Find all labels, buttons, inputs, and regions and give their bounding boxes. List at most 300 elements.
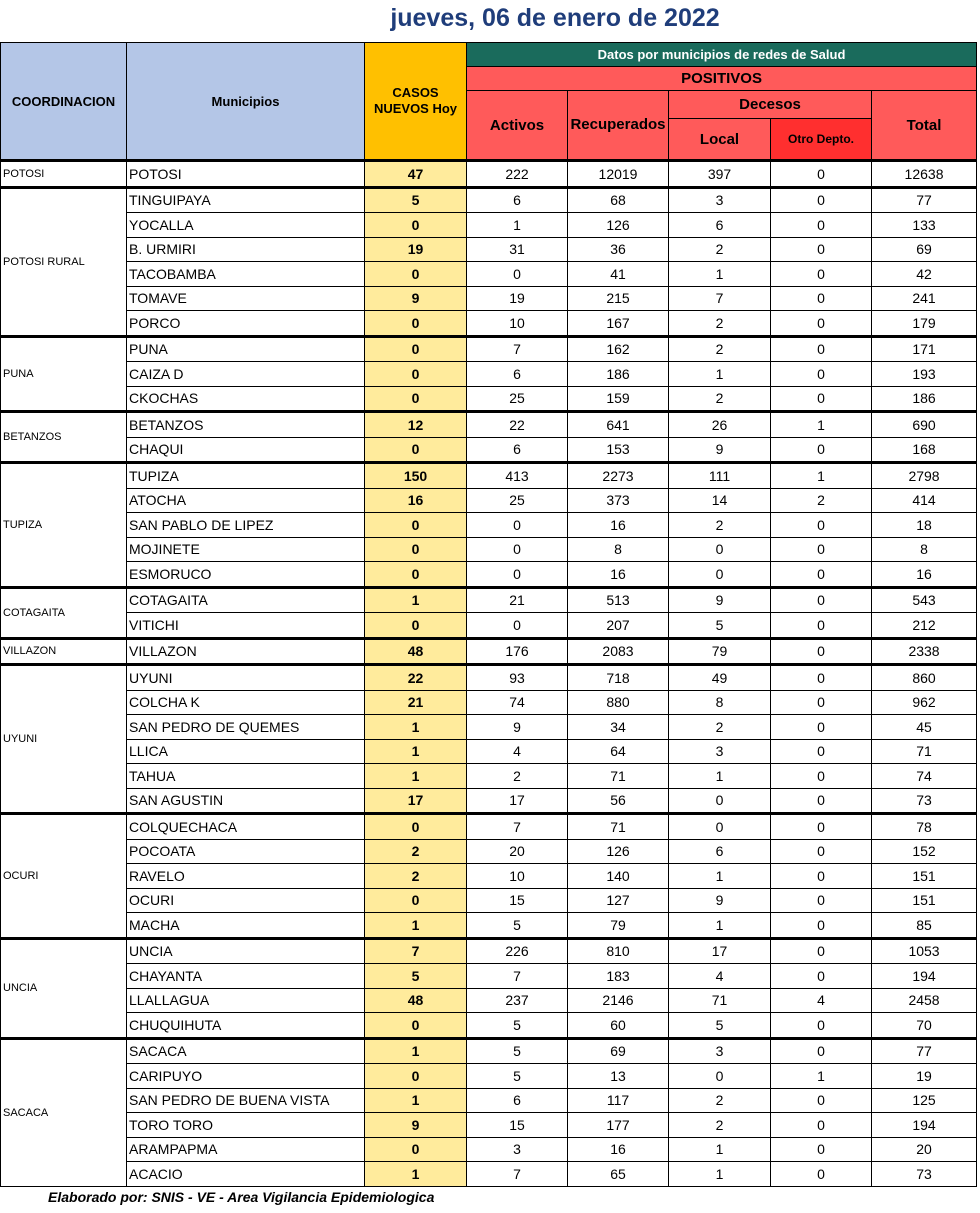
table-row xyxy=(1,739,977,764)
activos-cell: 3 xyxy=(467,1137,568,1162)
otro-depto-cell: 0 xyxy=(771,1088,872,1113)
local-cell: 2 xyxy=(669,237,771,262)
table-row xyxy=(1,587,977,613)
total-cell: 20 xyxy=(872,1137,977,1162)
local-cell: 1 xyxy=(669,1137,771,1162)
header-total: Total xyxy=(872,91,977,161)
local-cell: 3 xyxy=(669,187,771,213)
municipio-cell: SAN PEDRO DE QUEMES xyxy=(127,715,365,740)
activos-cell: 1 xyxy=(467,213,568,238)
covid-municipal-table xyxy=(0,42,977,1187)
recuperados-cell: 8 xyxy=(568,537,669,562)
recuperados-cell: 153 xyxy=(568,437,669,463)
total-cell: 16 xyxy=(872,562,977,588)
activos-cell: 0 xyxy=(467,513,568,538)
activos-cell: 5 xyxy=(467,1064,568,1089)
table-row xyxy=(1,562,977,588)
casos-nuevos-cell: 150 xyxy=(365,463,467,489)
municipio-cell: CKOCHAS xyxy=(127,386,365,412)
otro-depto-cell: 0 xyxy=(771,1162,872,1187)
casos-nuevos-cell: 47 xyxy=(365,161,467,188)
table-row xyxy=(1,1137,977,1162)
recuperados-cell: 373 xyxy=(568,488,669,513)
otro-depto-cell: 0 xyxy=(771,839,872,864)
local-cell: 1 xyxy=(669,764,771,789)
total-cell: 151 xyxy=(872,864,977,889)
casos-nuevos-cell: 0 xyxy=(365,513,467,538)
local-cell: 5 xyxy=(669,1013,771,1039)
recuperados-cell: 167 xyxy=(568,311,669,337)
local-cell: 2 xyxy=(669,311,771,337)
activos-cell: 7 xyxy=(467,1162,568,1187)
casos-nuevos-cell: 9 xyxy=(365,286,467,311)
header-recuperados: Recuperados xyxy=(568,91,669,161)
otro-depto-cell: 1 xyxy=(771,412,872,438)
otro-depto-cell: 0 xyxy=(771,1137,872,1162)
otro-depto-cell: 0 xyxy=(771,788,872,814)
casos-nuevos-cell: 0 xyxy=(365,613,467,639)
municipio-cell: CHAQUI xyxy=(127,437,365,463)
municipio-cell: B. URMIRI xyxy=(127,237,365,262)
otro-depto-cell: 2 xyxy=(771,488,872,513)
total-cell: 12638 xyxy=(872,161,977,188)
activos-cell: 6 xyxy=(467,187,568,213)
table-row xyxy=(1,1162,977,1187)
recuperados-cell: 16 xyxy=(568,513,669,538)
total-cell: 543 xyxy=(872,587,977,613)
coordinacion-cell: UYUNI xyxy=(1,665,127,814)
otro-depto-cell: 0 xyxy=(771,161,872,188)
coordinacion-cell: VILLAZON xyxy=(1,638,127,665)
total-cell: 1053 xyxy=(872,938,977,964)
municipio-cell: BETANZOS xyxy=(127,412,365,438)
activos-cell: 9 xyxy=(467,715,568,740)
otro-depto-cell: 0 xyxy=(771,587,872,613)
municipio-cell: VILLAZON xyxy=(127,638,365,665)
total-cell: 19 xyxy=(872,1064,977,1089)
local-cell: 0 xyxy=(669,562,771,588)
municipio-cell: COLCHA K xyxy=(127,690,365,715)
table-row xyxy=(1,311,977,337)
recuperados-cell: 513 xyxy=(568,587,669,613)
local-cell: 2 xyxy=(669,715,771,740)
casos-nuevos-cell: 0 xyxy=(365,1137,467,1162)
activos-cell: 5 xyxy=(467,1013,568,1039)
coordinacion-cell: UNCIA xyxy=(1,938,127,1038)
activos-cell: 4 xyxy=(467,739,568,764)
total-cell: 194 xyxy=(872,964,977,989)
table-row xyxy=(1,237,977,262)
total-cell: 860 xyxy=(872,665,977,691)
casos-nuevos-cell: 1 xyxy=(365,1088,467,1113)
casos-nuevos-cell: 0 xyxy=(365,362,467,387)
recuperados-cell: 140 xyxy=(568,864,669,889)
otro-depto-cell: 0 xyxy=(771,665,872,691)
recuperados-cell: 718 xyxy=(568,665,669,691)
local-cell: 3 xyxy=(669,1038,771,1064)
municipio-cell: ARAMPAPMA xyxy=(127,1137,365,1162)
local-cell: 2 xyxy=(669,336,771,362)
header-local: Local xyxy=(669,119,771,161)
table-row xyxy=(1,764,977,789)
recuperados-cell: 2146 xyxy=(568,988,669,1013)
total-cell: 962 xyxy=(872,690,977,715)
header-decesos: Decesos xyxy=(669,91,872,119)
casos-nuevos-cell: 19 xyxy=(365,237,467,262)
otro-depto-cell: 0 xyxy=(771,187,872,213)
total-cell: 186 xyxy=(872,386,977,412)
activos-cell: 0 xyxy=(467,562,568,588)
activos-cell: 237 xyxy=(467,988,568,1013)
table-row xyxy=(1,336,977,362)
recuperados-cell: 810 xyxy=(568,938,669,964)
municipio-cell: CAIZA D xyxy=(127,362,365,387)
municipio-cell: COLQUECHACA xyxy=(127,814,365,840)
table-row xyxy=(1,1038,977,1064)
casos-nuevos-cell: 2 xyxy=(365,839,467,864)
table-row xyxy=(1,938,977,964)
total-cell: 70 xyxy=(872,1013,977,1039)
activos-cell: 22 xyxy=(467,412,568,438)
recuperados-cell: 41 xyxy=(568,262,669,287)
casos-nuevos-cell: 0 xyxy=(365,537,467,562)
recuperados-cell: 71 xyxy=(568,814,669,840)
activos-cell: 0 xyxy=(467,262,568,287)
local-cell: 0 xyxy=(669,537,771,562)
header-datos-municipios: Datos por municipios de redes de Salud xyxy=(467,43,977,67)
table-row xyxy=(1,613,977,639)
municipio-cell: ACACIO xyxy=(127,1162,365,1187)
total-cell: 2798 xyxy=(872,463,977,489)
table-row xyxy=(1,715,977,740)
otro-depto-cell: 0 xyxy=(771,1113,872,1138)
total-cell: 212 xyxy=(872,613,977,639)
casos-nuevos-cell: 0 xyxy=(365,562,467,588)
local-cell: 0 xyxy=(669,788,771,814)
municipio-cell: PORCO xyxy=(127,311,365,337)
municipio-cell: POTOSI xyxy=(127,161,365,188)
coordinacion-cell: POTOSI xyxy=(1,161,127,188)
table-row xyxy=(1,690,977,715)
recuperados-cell: 2273 xyxy=(568,463,669,489)
activos-cell: 6 xyxy=(467,437,568,463)
recuperados-cell: 177 xyxy=(568,1113,669,1138)
otro-depto-cell: 0 xyxy=(771,311,872,337)
recuperados-cell: 126 xyxy=(568,839,669,864)
otro-depto-cell: 0 xyxy=(771,237,872,262)
municipio-cell: LLICA xyxy=(127,739,365,764)
recuperados-cell: 641 xyxy=(568,412,669,438)
casos-nuevos-cell: 1 xyxy=(365,715,467,740)
local-cell: 2 xyxy=(669,1088,771,1113)
casos-nuevos-cell: 0 xyxy=(365,262,467,287)
table-row xyxy=(1,814,977,840)
local-cell: 17 xyxy=(669,938,771,964)
total-cell: 74 xyxy=(872,764,977,789)
coordinacion-cell: POTOSI RURAL xyxy=(1,187,127,336)
otro-depto-cell: 0 xyxy=(771,613,872,639)
total-cell: 42 xyxy=(872,262,977,287)
total-cell: 133 xyxy=(872,213,977,238)
local-cell: 9 xyxy=(669,437,771,463)
recuperados-cell: 186 xyxy=(568,362,669,387)
local-cell: 4 xyxy=(669,964,771,989)
total-cell: 73 xyxy=(872,788,977,814)
recuperados-cell: 34 xyxy=(568,715,669,740)
total-cell: 125 xyxy=(872,1088,977,1113)
local-cell: 1 xyxy=(669,1162,771,1187)
recuperados-cell: 162 xyxy=(568,336,669,362)
activos-cell: 0 xyxy=(467,537,568,562)
header-activos: Activos xyxy=(467,91,568,161)
recuperados-cell: 68 xyxy=(568,187,669,213)
otro-depto-cell: 0 xyxy=(771,537,872,562)
otro-depto-cell: 0 xyxy=(771,739,872,764)
table-row xyxy=(1,839,977,864)
activos-cell: 20 xyxy=(467,839,568,864)
table-row xyxy=(1,537,977,562)
activos-cell: 7 xyxy=(467,964,568,989)
otro-depto-cell: 0 xyxy=(771,213,872,238)
recuperados-cell: 126 xyxy=(568,213,669,238)
recuperados-cell: 16 xyxy=(568,1137,669,1162)
recuperados-cell: 65 xyxy=(568,1162,669,1187)
activos-cell: 176 xyxy=(467,638,568,665)
local-cell: 71 xyxy=(669,988,771,1013)
local-cell: 14 xyxy=(669,488,771,513)
otro-depto-cell: 1 xyxy=(771,463,872,489)
recuperados-cell: 127 xyxy=(568,888,669,913)
table-row xyxy=(1,964,977,989)
activos-cell: 15 xyxy=(467,1113,568,1138)
coordinacion-cell: BETANZOS xyxy=(1,412,127,463)
local-cell: 9 xyxy=(669,587,771,613)
header-municipios: Municipios xyxy=(127,43,365,161)
activos-cell: 6 xyxy=(467,1088,568,1113)
casos-nuevos-cell: 22 xyxy=(365,665,467,691)
casos-nuevos-cell: 9 xyxy=(365,1113,467,1138)
total-cell: 171 xyxy=(872,336,977,362)
table-row xyxy=(1,161,977,188)
activos-cell: 6 xyxy=(467,362,568,387)
local-cell: 49 xyxy=(669,665,771,691)
total-cell: 151 xyxy=(872,888,977,913)
total-cell: 78 xyxy=(872,814,977,840)
municipio-cell: MACHA xyxy=(127,913,365,939)
table-row xyxy=(1,1013,977,1039)
casos-nuevos-cell: 0 xyxy=(365,814,467,840)
otro-depto-cell: 1 xyxy=(771,1064,872,1089)
casos-nuevos-cell: 0 xyxy=(365,386,467,412)
local-cell: 1 xyxy=(669,362,771,387)
casos-nuevos-cell: 17 xyxy=(365,788,467,814)
total-cell: 77 xyxy=(872,1038,977,1064)
local-cell: 6 xyxy=(669,839,771,864)
casos-nuevos-cell: 1 xyxy=(365,764,467,789)
casos-nuevos-cell: 7 xyxy=(365,938,467,964)
casos-nuevos-cell: 5 xyxy=(365,187,467,213)
recuperados-cell: 60 xyxy=(568,1013,669,1039)
otro-depto-cell: 0 xyxy=(771,286,872,311)
table-row xyxy=(1,1064,977,1089)
activos-cell: 413 xyxy=(467,463,568,489)
casos-nuevos-cell: 21 xyxy=(365,690,467,715)
local-cell: 2 xyxy=(669,386,771,412)
otro-depto-cell: 0 xyxy=(771,1038,872,1064)
activos-cell: 25 xyxy=(467,386,568,412)
otro-depto-cell: 0 xyxy=(771,1013,872,1039)
recuperados-cell: 183 xyxy=(568,964,669,989)
otro-depto-cell: 0 xyxy=(771,513,872,538)
table-row xyxy=(1,187,977,213)
local-cell: 1 xyxy=(669,913,771,939)
activos-cell: 31 xyxy=(467,237,568,262)
municipio-cell: TACOBAMBA xyxy=(127,262,365,287)
coordinacion-cell: OCURI xyxy=(1,814,127,939)
otro-depto-cell: 0 xyxy=(771,888,872,913)
table-row xyxy=(1,286,977,311)
local-cell: 6 xyxy=(669,213,771,238)
casos-nuevos-cell: 0 xyxy=(365,336,467,362)
footer-credit: Elaborado por: SNIS - VE - Area Vigilancia Epidemiologica xyxy=(48,1189,435,1205)
activos-cell: 17 xyxy=(467,788,568,814)
activos-cell: 25 xyxy=(467,488,568,513)
table-row xyxy=(1,262,977,287)
municipio-cell: MOJINETE xyxy=(127,537,365,562)
recuperados-cell: 79 xyxy=(568,913,669,939)
total-cell: 193 xyxy=(872,362,977,387)
otro-depto-cell: 0 xyxy=(771,864,872,889)
table-row xyxy=(1,864,977,889)
casos-nuevos-cell: 0 xyxy=(365,888,467,913)
casos-nuevos-cell: 5 xyxy=(365,964,467,989)
local-cell: 5 xyxy=(669,613,771,639)
local-cell: 111 xyxy=(669,463,771,489)
local-cell: 2 xyxy=(669,513,771,538)
total-cell: 69 xyxy=(872,237,977,262)
recuperados-cell: 64 xyxy=(568,739,669,764)
otro-depto-cell: 0 xyxy=(771,262,872,287)
table-row xyxy=(1,513,977,538)
header-positivos: POSITIVOS xyxy=(467,67,977,91)
local-cell: 9 xyxy=(669,888,771,913)
table-row xyxy=(1,362,977,387)
activos-cell: 93 xyxy=(467,665,568,691)
local-cell: 3 xyxy=(669,739,771,764)
local-cell: 0 xyxy=(669,1064,771,1089)
total-cell: 2338 xyxy=(872,638,977,665)
local-cell: 0 xyxy=(669,814,771,840)
table-row xyxy=(1,913,977,939)
casos-nuevos-cell: 0 xyxy=(365,213,467,238)
recuperados-cell: 69 xyxy=(568,1038,669,1064)
local-cell: 2 xyxy=(669,1113,771,1138)
local-cell: 397 xyxy=(669,161,771,188)
activos-cell: 10 xyxy=(467,311,568,337)
municipio-cell: TUPIZA xyxy=(127,463,365,489)
total-cell: 2458 xyxy=(872,988,977,1013)
coordinacion-cell: SACACA xyxy=(1,1038,127,1186)
total-cell: 8 xyxy=(872,537,977,562)
casos-nuevos-cell: 1 xyxy=(365,1162,467,1187)
total-cell: 45 xyxy=(872,715,977,740)
municipio-cell: UYUNI xyxy=(127,665,365,691)
recuperados-cell: 159 xyxy=(568,386,669,412)
municipio-cell: UNCIA xyxy=(127,938,365,964)
table-row xyxy=(1,988,977,1013)
total-cell: 179 xyxy=(872,311,977,337)
total-cell: 690 xyxy=(872,412,977,438)
activos-cell: 19 xyxy=(467,286,568,311)
casos-nuevos-cell: 0 xyxy=(365,437,467,463)
table-row xyxy=(1,1088,977,1113)
activos-cell: 7 xyxy=(467,814,568,840)
coordinacion-cell: TUPIZA xyxy=(1,463,127,588)
total-cell: 241 xyxy=(872,286,977,311)
report-date-title: jueves, 06 de enero de 2022 xyxy=(390,4,720,32)
table-row xyxy=(1,463,977,489)
activos-cell: 5 xyxy=(467,913,568,939)
otro-depto-cell: 0 xyxy=(771,814,872,840)
activos-cell: 74 xyxy=(467,690,568,715)
local-cell: 26 xyxy=(669,412,771,438)
coordinacion-cell: COTAGAITA xyxy=(1,587,127,638)
activos-cell: 10 xyxy=(467,864,568,889)
activos-cell: 21 xyxy=(467,587,568,613)
coordinacion-cell: PUNA xyxy=(1,336,127,412)
activos-cell: 5 xyxy=(467,1038,568,1064)
otro-depto-cell: 0 xyxy=(771,938,872,964)
otro-depto-cell: 0 xyxy=(771,336,872,362)
total-cell: 71 xyxy=(872,739,977,764)
municipio-cell: TORO TORO xyxy=(127,1113,365,1138)
header-otro-depto: Otro Depto. xyxy=(771,119,872,161)
casos-nuevos-cell: 1 xyxy=(365,913,467,939)
otro-depto-cell: 0 xyxy=(771,913,872,939)
municipio-cell: RAVELO xyxy=(127,864,365,889)
table-row xyxy=(1,638,977,665)
municipio-cell: OCURI xyxy=(127,888,365,913)
table-row xyxy=(1,386,977,412)
municipio-cell: ATOCHA xyxy=(127,488,365,513)
municipio-cell: CARIPUYO xyxy=(127,1064,365,1089)
municipio-cell: PUNA xyxy=(127,336,365,362)
otro-depto-cell: 0 xyxy=(771,386,872,412)
municipio-cell: ESMORUCO xyxy=(127,562,365,588)
local-cell: 8 xyxy=(669,690,771,715)
municipio-cell: TOMAVE xyxy=(127,286,365,311)
otro-depto-cell: 0 xyxy=(771,362,872,387)
otro-depto-cell: 0 xyxy=(771,764,872,789)
table-row xyxy=(1,1113,977,1138)
municipio-cell: SACACA xyxy=(127,1038,365,1064)
activos-cell: 222 xyxy=(467,161,568,188)
activos-cell: 0 xyxy=(467,613,568,639)
table-body xyxy=(1,161,977,1187)
casos-nuevos-cell: 1 xyxy=(365,587,467,613)
otro-depto-cell: 0 xyxy=(771,562,872,588)
municipio-cell: VITICHI xyxy=(127,613,365,639)
otro-depto-cell: 4 xyxy=(771,988,872,1013)
municipio-cell: LLALLAGUA xyxy=(127,988,365,1013)
header-coordinacion: COORDINACION xyxy=(1,43,127,161)
casos-nuevos-cell: 12 xyxy=(365,412,467,438)
activos-cell: 226 xyxy=(467,938,568,964)
local-cell: 1 xyxy=(669,864,771,889)
casos-nuevos-cell: 16 xyxy=(365,488,467,513)
total-cell: 152 xyxy=(872,839,977,864)
recuperados-cell: 16 xyxy=(568,562,669,588)
